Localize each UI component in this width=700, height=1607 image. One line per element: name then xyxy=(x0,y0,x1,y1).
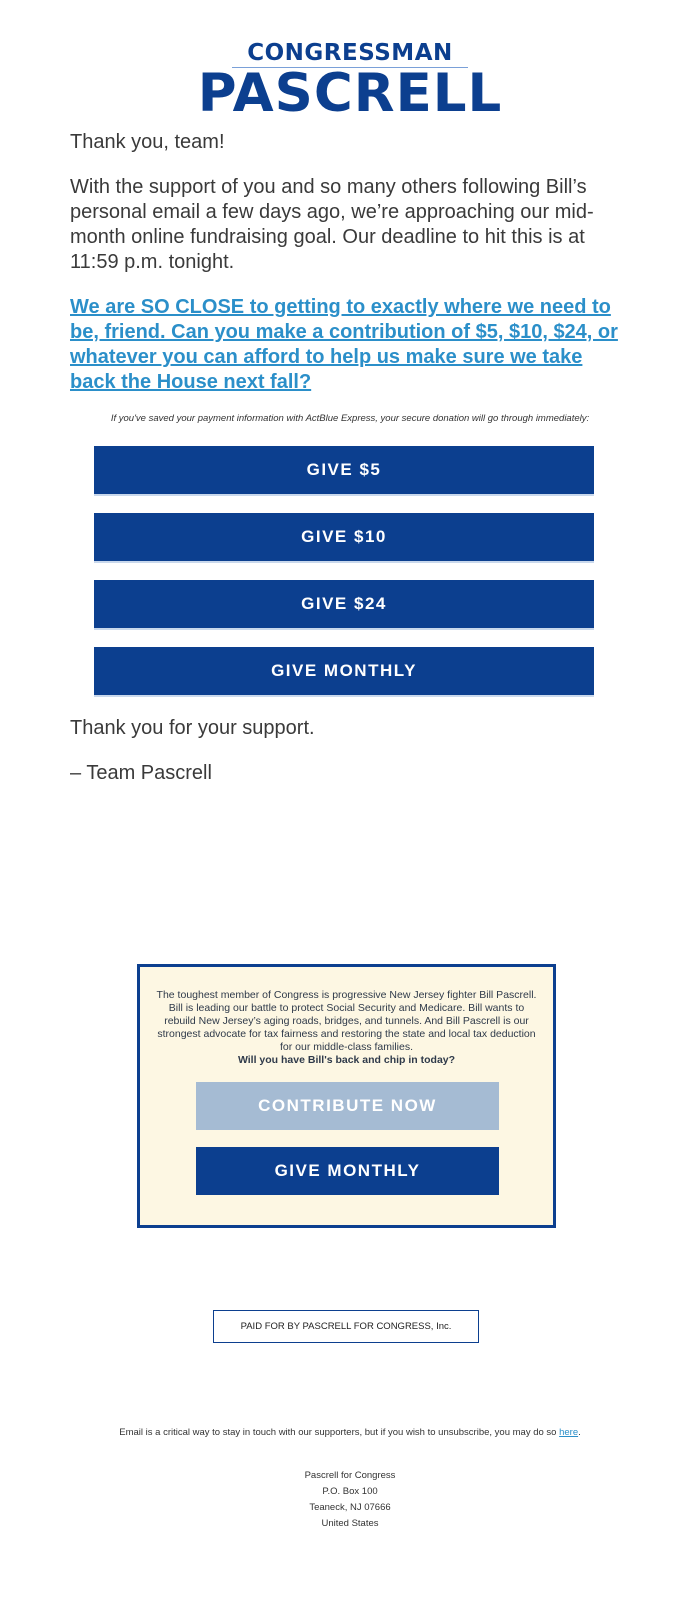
donation-ask-link[interactable]: We are SO CLOSE to getting to exactly where we need to be, friend. Can you make a contribution of $5, $10, $24, or whatever you can afford to help us make sure we take back the House next fall? xyxy=(70,296,618,393)
greeting: Thank you, team! xyxy=(70,131,225,153)
address-line: Teaneck, NJ 07666 xyxy=(309,1502,391,1513)
mailing-address xyxy=(0,1468,700,1532)
unsubscribe-notice xyxy=(0,1427,700,1438)
give-24-button[interactable]: GIVE $24 xyxy=(94,580,594,630)
give-10-button[interactable]: GIVE $10 xyxy=(94,513,594,563)
contribute-now-button[interactable]: CONTRIBUTE NOW xyxy=(196,1082,499,1130)
unsubscribe-text: Email is a critical way to stay in touch with our supporters, but if you wish to unsubscribe, you may do so xyxy=(119,1427,560,1438)
paid-for-disclaimer: PAID FOR BY PASCRELL FOR CONGRESS, Inc. xyxy=(213,1310,479,1343)
address-line: Pascrell for Congress xyxy=(304,1470,396,1481)
promo-box xyxy=(137,964,556,1228)
signature: – Team Pascrell xyxy=(70,762,212,784)
promo-question: Will you have Bill's back and chip in today? xyxy=(237,1054,456,1066)
promo-text: The toughest member of Congress is progressive New Jersey fighter Bill Pascrell. Bill is leading our battle to protect Social Security and Medicare. Bill wants to rebuild New Jersey’s aging roads, bridges, and tunnels. And Bill Pascrell is our strongest advocate for tax fairness and restoring the state and local tax deduction for our middle-class families. xyxy=(156,989,537,1053)
logo-name-text: PASCRELL xyxy=(197,63,503,124)
unsubscribe-link[interactable]: here xyxy=(559,1427,579,1438)
email-body xyxy=(70,130,630,395)
address-line: P.O. Box 100 xyxy=(322,1486,378,1497)
unsubscribe-end: . xyxy=(578,1427,581,1438)
closing-thanks: Thank you for your support. xyxy=(70,717,315,739)
give-5-button[interactable]: GIVE $5 xyxy=(94,446,594,496)
logo-title-text: CONGRESSMAN xyxy=(247,40,453,66)
intro-paragraph: With the support of you and so many others following Bill’s personal email a few days ago, we’re approaching our mid-month online fundraising goal. Our deadline to hit this is at 11:59 p.m. tonight. xyxy=(70,176,594,273)
give-monthly-button[interactable]: GIVE MONTHLY xyxy=(94,647,594,697)
promo-give-monthly-button[interactable]: GIVE MONTHLY xyxy=(196,1147,499,1195)
actblue-express-note: If you've saved your payment information with ActBlue Express, your secure donation will go through immediately: xyxy=(110,413,590,424)
campaign-logo xyxy=(0,40,700,124)
address-line: United States xyxy=(321,1518,379,1529)
promo-text-block xyxy=(154,989,539,1067)
